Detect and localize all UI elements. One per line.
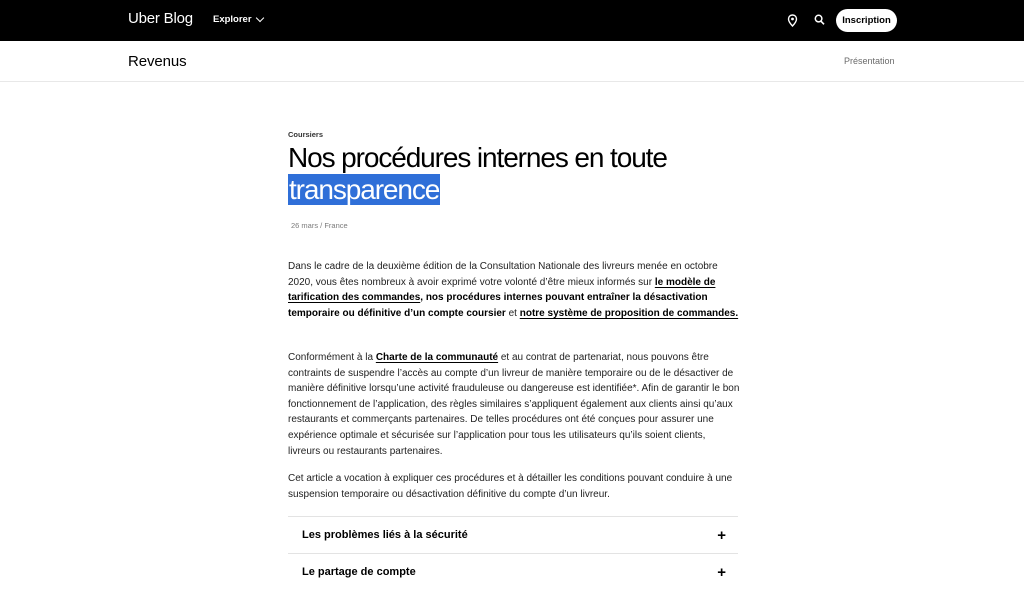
- section-title[interactable]: Revenus: [128, 53, 187, 70]
- article-title: [288, 142, 748, 206]
- explorer-label: Explorer: [213, 14, 252, 25]
- accordion-label: Le partage de compte: [302, 566, 416, 578]
- accordion-security[interactable]: [288, 516, 738, 553]
- community-charter-link[interactable]: Charte de la communauté: [375, 352, 499, 363]
- paragraph-purpose: Cet article a vocation à expliquer ces procédures et à détailler les conditions pouvant conduire à une suspension temporaire ou désactivation définitive du compte d’un livreur.: [288, 473, 733, 500]
- presentation-link[interactable]: Présentation: [844, 56, 895, 66]
- paragraph-charter: [288, 350, 740, 459]
- accordion-account-sharing[interactable]: [288, 553, 738, 590]
- article-meta: 26 mars / France: [291, 221, 348, 230]
- pricing-model-link[interactable]: le modèle de tarification des commandes: [288, 276, 716, 304]
- paragraph-text: Dans le cadre de la deuxième édition de la Consultation Nationale des livreurs menée en octobre 2020, vous êtes nombreux à avoir exprimé votre volonté d’être mieux informés sur: [288, 261, 718, 288]
- section-header: [0, 41, 1024, 82]
- location-pin-icon[interactable]: [787, 14, 798, 27]
- article-title-text: Nos procédures internes en toute: [288, 142, 667, 173]
- paragraph-text: et au contrat de partenariat, nous pouvons être contraints de suspendre l’accès au compte d’un livreur de manière temporaire ou de le désactiver de manière définitive lorsqu’une activité frauduleuse ou dangereuse est identifiée*. Afin de garantir le bon fonctionnement de l’application, des règles similaires s’appliquent également aux clients ainsi qu’aux restaurants et commerçants partenaires. De telles procédures ont été conçues pour assurer une expérience optimale et sécurisée sur l’application pour tous les utilisateurs qu’ils soient clients, livreurs ou restaurants partenaires.: [288, 352, 740, 457]
- paragraph-bold-text: , nos procédures internes pouvant entraîner la désactivation temporaire ou définitive d’un compte coursier: [288, 292, 708, 319]
- explorer-menu[interactable]: [213, 14, 263, 25]
- paragraph-text: Conformément à la: [288, 352, 376, 363]
- plus-icon[interactable]: +: [717, 563, 726, 581]
- article-title-highlight: transparence: [289, 174, 440, 205]
- accordion-label: Les problèmes liés à la sécurité: [302, 529, 468, 541]
- uber-blog-logo[interactable]: Uber Blog: [128, 10, 193, 27]
- plus-icon[interactable]: +: [717, 526, 726, 544]
- signup-button[interactable]: Inscription: [836, 9, 897, 32]
- article-category[interactable]: Coursiers: [288, 130, 324, 139]
- chevron-down-icon: [255, 13, 263, 21]
- order-system-link[interactable]: notre système de proposition de commandes.: [519, 307, 739, 319]
- paragraph-intro: [288, 259, 740, 321]
- top-navigation: [0, 0, 1024, 41]
- paragraph-text: et: [505, 307, 520, 319]
- search-icon[interactable]: [814, 14, 825, 26]
